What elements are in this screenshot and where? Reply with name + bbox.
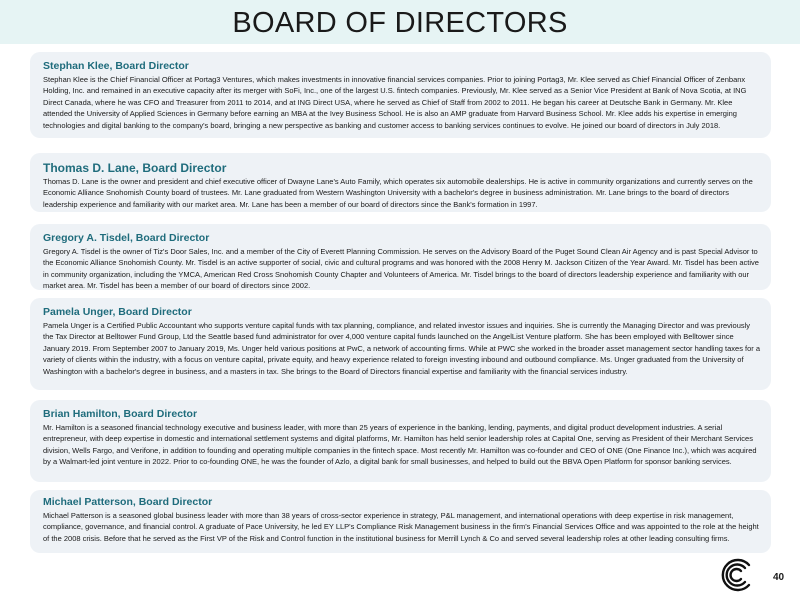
director-name: Gregory A. Tisdel, Board Director (43, 232, 210, 244)
director-bio: Michael Patterson is a seasoned global business leader with more than 38 years of cross-sector experience in strategy, P&L management, and international operations with deep expertise in risk management, compliance, governance, and financial control. A graduate of Pace University, he led EY LLP's Compliance Risk Management business in the firm's Financial Services Office and was appointed to the role at the height of the 2008 crisis. Before that he served as the First VP of the Risk and Control function in the institutional business for Merrill Lynch & Co and served several leadership roles at other leading consulting firms. (43, 511, 759, 543)
director-bio: Stephan Klee is the Chief Financial Officer at Portag3 Ventures, which makes investments in innovative financial services companies. Prior to joining Portag3, Mr. Klee served as Chief Financial Officer of Zenbanx Holding, Inc. and remained in an executive capacity after its merger with SoFi, Inc., one of the largest U.S. fintech companies. Previously, Mr. Klee served as a Senior Vice President at Bank of Nova Scotia, at ING Direct Canada, where he was CFO and Treasurer from 2011 to 2014, and at ING Direct USA, where he served as Chief of Staff from 2002 to 2011. He began his career at Deutsche Bank in Germany. Mr. Klee attended the University of Applied Sciences in Germany before earning an MBA at the Ivey Business School. He is also an AMP graduate from Harvard Business School. Mr. Klee adds his expertise in emerging technologies and digital banking to the company's board, bringing a new perspective as banking and customer access to banking services continues to evolve. He joined our board of directors in July 2018. (43, 75, 747, 130)
director-card-stephan-klee (30, 52, 771, 138)
director-card-michael-patterson (30, 490, 771, 553)
concentric-c-logo-icon (719, 557, 755, 593)
director-name: Thomas D. Lane, Board Director (43, 161, 227, 175)
director-bio: Thomas D. Lane is the owner and president and chief executive officer of Dwayne Lane's Auto Family, which operates six automobile dealerships. He is active in community organizations and currently serves on the Economic Alliance Snohomish County board of trustees. Mr. Lane graduated from Western Washington University with a bachelor's degree in business administration. Mr. Lane brings to the board of directors leadership experience and familiarity with our market area. Mr. Lane has been a member of our board of directors since the Bank's formation in 1997. (43, 177, 753, 209)
page-number: 40 (773, 572, 785, 583)
director-bio: Gregory A. Tisdel is the owner of Tiz's Door Sales, Inc. and a member of the City of Everett Planning Commission. He serves on the Advisory Board of the Puget Sound Clean Air Agency and is past Special Advisor to the Economic Alliance Snohomish County. Mr. Tisdel is an active supporter of social, civic and cultural programs and was honored with the 2008 Henry M. Jackson Citizen of the Year Award. Mr. Tisdel has been active in community organization, including the YMCA, American Red Cross Snohomish County Chapter and Volunteers of America. Mr. Tisdel brings to the board of directors leadership experience and familiarity with our market area. Mr. Tisdel has been a member of our board of directors since 2002. (43, 247, 759, 291)
director-card-pamela-unger (30, 298, 771, 390)
director-card-thomas-lane (30, 153, 771, 212)
page-title: BOARD OF DIRECTORS (232, 7, 568, 39)
director-bio: Pamela Unger is a Certified Public Accountant who supports venture capital funds with tax planning, compliance, and related investor issues and inquiries. She is currently the Managing Director and was previously the Tax Director at Belltower Fund Group, Ltd the Seattle based fund administrator for over 4,000 venture capital funds launched on the AngelList Venture platform. She has been employed with Belltower since January 2019. From September 2007 to January 2019, Ms. Unger held various positions at PwC, a network of accounting firms. While at PWC she worked in the broader asset management sector handling taxes for a variety of clients within the industry, with a focus on venture capital, private equity, and heavy experience related to foreign investing inbound and outbound compliance. Ms. Unger graduated from the University of Washington with a bachelor's degree in business, and a masters in tax. She brings to the Board of Directors financial expertise and familiarity with the financial services industry. (43, 321, 761, 376)
director-name: Michael Patterson, Board Director (43, 496, 213, 508)
director-card-gregory-tisdel (30, 224, 771, 290)
title-band (0, 0, 800, 44)
director-name: Stephan Klee, Board Director (43, 60, 189, 72)
director-card-brian-hamilton (30, 400, 771, 482)
director-name: Pamela Unger, Board Director (43, 306, 192, 318)
director-name: Brian Hamilton, Board Director (43, 408, 198, 420)
director-bio: Mr. Hamilton is a seasoned financial technology executive and business leader, with more than 25 years of experience in the banking, lending, payments, and digital product development industries. A serial entrepreneur, with deep expertise in domestic and international settlement systems and digital platforms, Mr. Hamilton has held senior leadership roles at Capital One, serving as President of their Merchant Services division, Wells Fargo, and Verifone, in addition to founding and operating multiple companies in the fintech space. Most recently Mr. Hamilton was co-founder and CEO of ONE (One Finance Inc.), which was acquired by a Walmart-led joint venture in 2022. Prior to co-founding ONE, he was the founder of Azlo, a digital bank for small businesses, and helped to build out the BBVA Open Platform for sponsor banking services. (43, 423, 757, 467)
